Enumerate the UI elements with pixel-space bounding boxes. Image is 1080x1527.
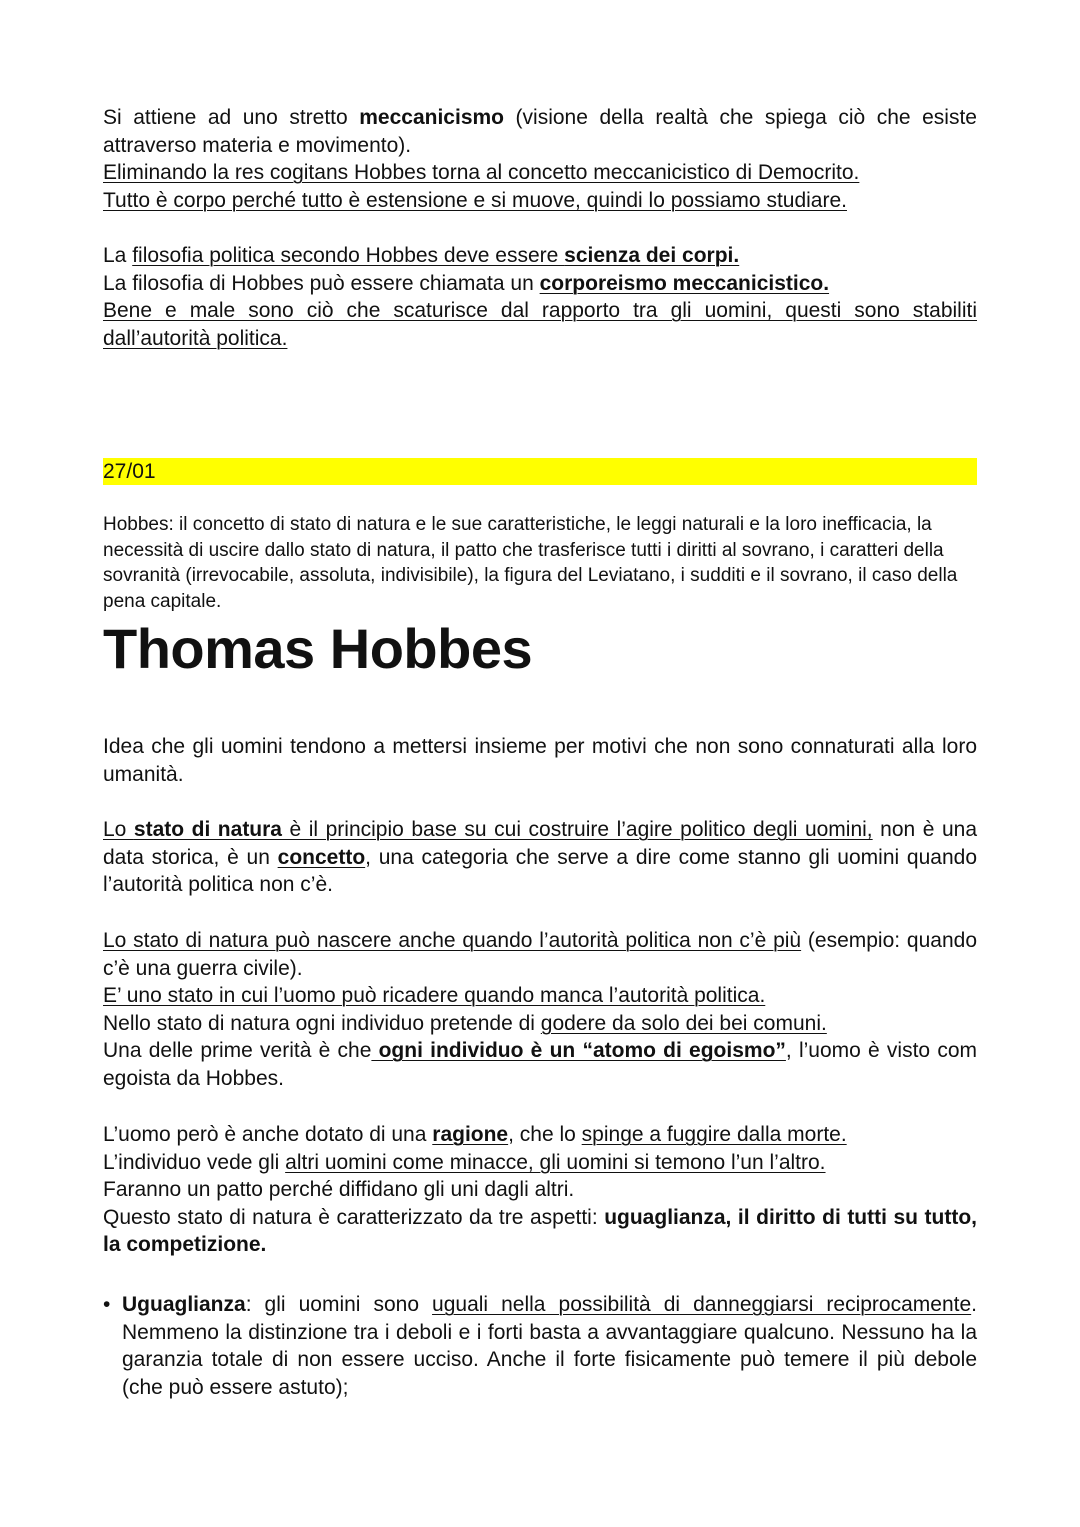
paragraph-corporeismo: La filosofia di Hobbes può essere chiamata un corporeismo meccanicistico. [103,271,830,295]
paragraph-tutto-corpo: Tutto è corpo perché tutto è estensione e si muove, quindi lo possiamo studiare. [103,188,847,212]
paragraph-ragione: L’uomo però è anche dotato di una ragione, che lo spinge a fuggire dalla morte. [103,1123,847,1146]
politics-section [103,242,977,352]
page-title: Thomas Hobbes [103,617,533,680]
date-highlight [103,458,977,485]
paragraph-patto: Faranno un patto perché diffidano gli uni dagli altri. [103,1178,575,1201]
paragraph-democrito: Eliminando la res cogitans Hobbes torna al concetto meccanicistico di Democrito. [103,161,860,184]
paragraph-stato-natura: Lo stato di natura è il principio base su cui costruire l’agire politico degli uomini, non è una data storica, è un concetto, una categoria che serve a dire come stanno gli uomini quando l’autorità politica non c’è. [103,818,978,896]
bullet-text: Uguaglianza: gli uomini sono uguali nella possibilità di danneggiarsi reciprocamente. Nemmeno la distinzione tra i deboli e i forti basta a avvantaggiare qualcuno. Nessuno ha la garanzia totale di non essere ucciso. Anche il forte fisicamente può temere il più debole (che può essere astuto); [122,1293,977,1399]
paragraph-egoismo: Una delle prime verità è che ogni individuo è un “atomo di egoismo”, l’uomo è visto com egoista da Hobbes. [103,1039,978,1090]
paragraph-beni-comuni: Nello stato di natura ogni individuo pretende di godere da solo dei bei comuni. [103,1011,827,1035]
paragraph-bene-male: Bene e male sono ciò che scaturisce dal rapporto tra gli uomini, questi sono stabiliti dall’autorità politica. [103,299,977,350]
paragraph-guerra-civile: Lo stato di natura può nascere anche quando l’autorità politica non c’è più (esempio: quando c’è una guerra civile). [103,929,977,980]
paragraph-ricadere: E’ uno stato in cui l’uomo può ricadere quando manca l’autorità politica. [103,984,766,1007]
body-section-2 [103,816,977,899]
paragraph-meccanicismo: Si attiene ad uno stretto meccanicismo (visione della realtà che spiega ciò che esiste attraverso materia e movimento). [103,106,977,157]
paragraph-tre-aspetti: Questo stato di natura è caratterizzato da tre aspetti: uguaglianza, il diritto di tutti su tutto, la competizione. [103,1205,977,1256]
paragraph-idea: Idea che gli uomini tendono a mettersi insieme per motivi che non sono connaturati alla loro umanità. [103,735,977,786]
date-label: 27/01 [103,460,156,483]
intro-section [103,104,977,214]
body-section-3 [103,927,977,1092]
body-section-1 [103,733,977,788]
bullet-marker: • [103,1293,111,1316]
paragraph-scienza-corpi: La filosofia politica secondo Hobbes deve essere scienza dei corpi. [103,244,740,267]
paragraph-minacce: L’individuo vede gli altri uomini come minacce, gli uomini si temono l’un l’altro. [103,1150,826,1174]
body-section-4 [103,1121,977,1259]
summary-text: Hobbes: il concetto di stato di natura e le sue caratteristiche, le leggi naturali e la loro inefficacia, la necessità di uscire dallo stato di natura, il patto che trasferisce tutti i diritti al sovrano, i caratteri della sovranità (irrevocabile, assoluta, indivisibile), la figura del Leviatano, i sudditi e il sovrano, il caso della pena capitale. [103,514,958,612]
lesson-summary [103,512,977,614]
